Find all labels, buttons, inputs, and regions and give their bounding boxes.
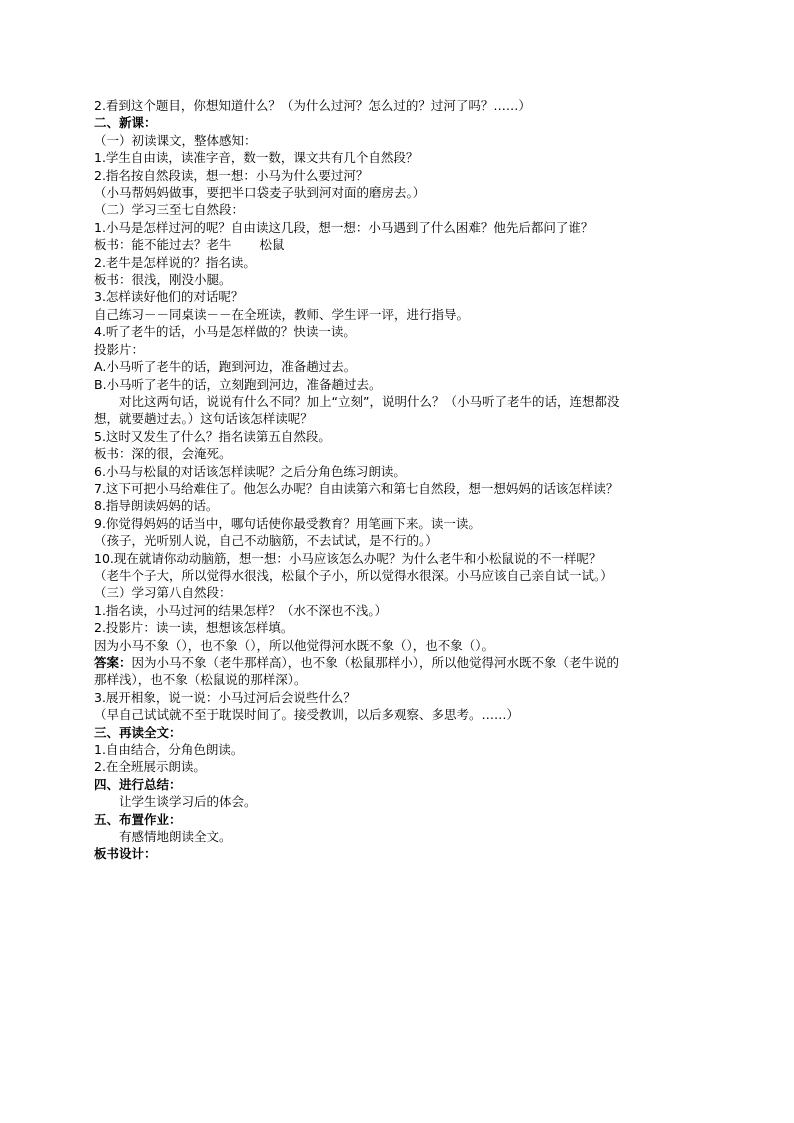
text-line: 5.这时又发生了什么？指名读第五自然段。 [94,428,331,444]
text-line: 2.老牛是怎样说的？指名读。 [94,254,256,270]
text-line: 7.这下可把小马给难住了。他怎么办呢？自由读第六和第七自然段，想一想妈妈的话该怎样读？ [94,480,619,496]
answer-text: 因为小马不象（老牛那样高），也不象（松鼠那样小），所以他觉得河水既不象（老牛说的 [131,655,620,670]
text-line: 4.听了老牛的话，小马是怎样做的？快读一读。 [94,324,356,340]
text-line: 自己练习－－同桌读－－在全班读，教师、学生评一评，进行指导。 [94,306,470,322]
blackboard-text: 松鼠 [259,237,285,253]
blackboard-text: 板书：能不能过去？老牛 [94,237,232,253]
text-line: 对比这两句话，说说有什么不同？加上“立刻”，说明什么？（小马听了老牛的话，连想都没 [119,393,620,409]
text-line: A.小马听了老牛的话，跑到河边，准备趟过去。 [94,359,357,375]
text-line: 1.学生自由读，读准字音，数一数，课文共有几个自然段？ [94,150,419,166]
text-line: 2.看到这个题目，你想知道什么？（为什么过河？怎么过的？过河了吗？……） [94,98,531,113]
text-line: （孩子，光听别人说，自己不动脑筋，不去试试，是不行的。） [94,533,438,549]
section-heading: 板书设计： [94,846,157,862]
section-heading: 三、再读全文： [94,724,182,740]
text-line: 1.指名读，小马过河的结果怎样？（水不深也不浅。） [94,602,388,618]
text-line: （早自己试试就不至于耽误时间了。接受教训，以后多观察、多思考。……） [94,707,520,723]
subsection-heading: （三）学习第八自然段： [94,585,232,601]
text-line: 8.指导朗读妈妈的话。 [94,498,219,514]
text-line: 2.指名按自然段读，想一想：小马为什么要过河？ [94,167,369,183]
subsection-heading: （一）初读课文，整体感知： [94,132,257,148]
subsection-heading: （二）学习三至七自然段： [94,202,245,218]
text-line: 让学生谈学习后的体会。 [119,794,257,810]
answer-line [94,654,714,671]
blackboard-line [94,236,714,253]
text-line: 想，就要趟过去。）这句话该怎样读呢？ [94,411,313,427]
text-line: 那样浅），也不象（松鼠说的那样深）。 [94,672,307,688]
text-line: 3.怎样读好他们的对话呢？ [94,289,244,305]
text-line: （老牛个子大，所以觉得水很浅，松鼠个子小，所以觉得水很深。小马应该自己亲自试一试。） [94,567,613,583]
text-line: 3.展开相象，说一说：小马过河后会说些什么？ [94,689,356,705]
text-line: （小马帮妈妈做事，要把半口袋麦子驮到河对面的磨房去。） [94,185,426,201]
text-line: 板书：深的很，会淹死。 [94,446,232,462]
text-line: 1.小马是怎样过河的呢？自由读这几段，想一想：小马遇到了什么困难？他先后都问了谁？ [94,219,594,235]
section-heading: 五、布置作业： [94,811,182,827]
text-line: 6.小马与松鼠的对话该怎样读呢？之后分角色练习朗读。 [94,463,406,479]
text-line: 有感情地朗读全文。 [119,829,232,845]
text-line: 2.投影片：读一读，想想该怎样填。 [94,620,294,636]
section-heading: 四、进行总结： [94,776,182,792]
text-line: 因为小马不象（），也不象（），所以他觉得河水既不象（），也不象（）。 [94,637,495,653]
text-line: 板书：很浅，刚没小腿。 [94,272,232,288]
text-line: 10.现在就请你动动脑筋，想一想：小马应该怎么办呢？为什么老牛和小松鼠说的不一样呢？ [94,550,602,566]
text-line: 投影片： [94,341,145,357]
section-heading: 二、新课： [94,115,157,131]
text-line: 1.自由结合，分角色朗读。 [94,742,244,758]
text-line: 2.在全班展示朗读。 [94,759,206,775]
document-page [94,97,714,863]
text-line: 9.你觉得妈妈的话当中，哪句话使你最受教育？用笔画下来。读一读。 [94,515,481,531]
text-line: B.小马听了老牛的话，立刻跑到河边，准备趟过去。 [94,376,382,392]
answer-label: 答案： [94,655,132,670]
